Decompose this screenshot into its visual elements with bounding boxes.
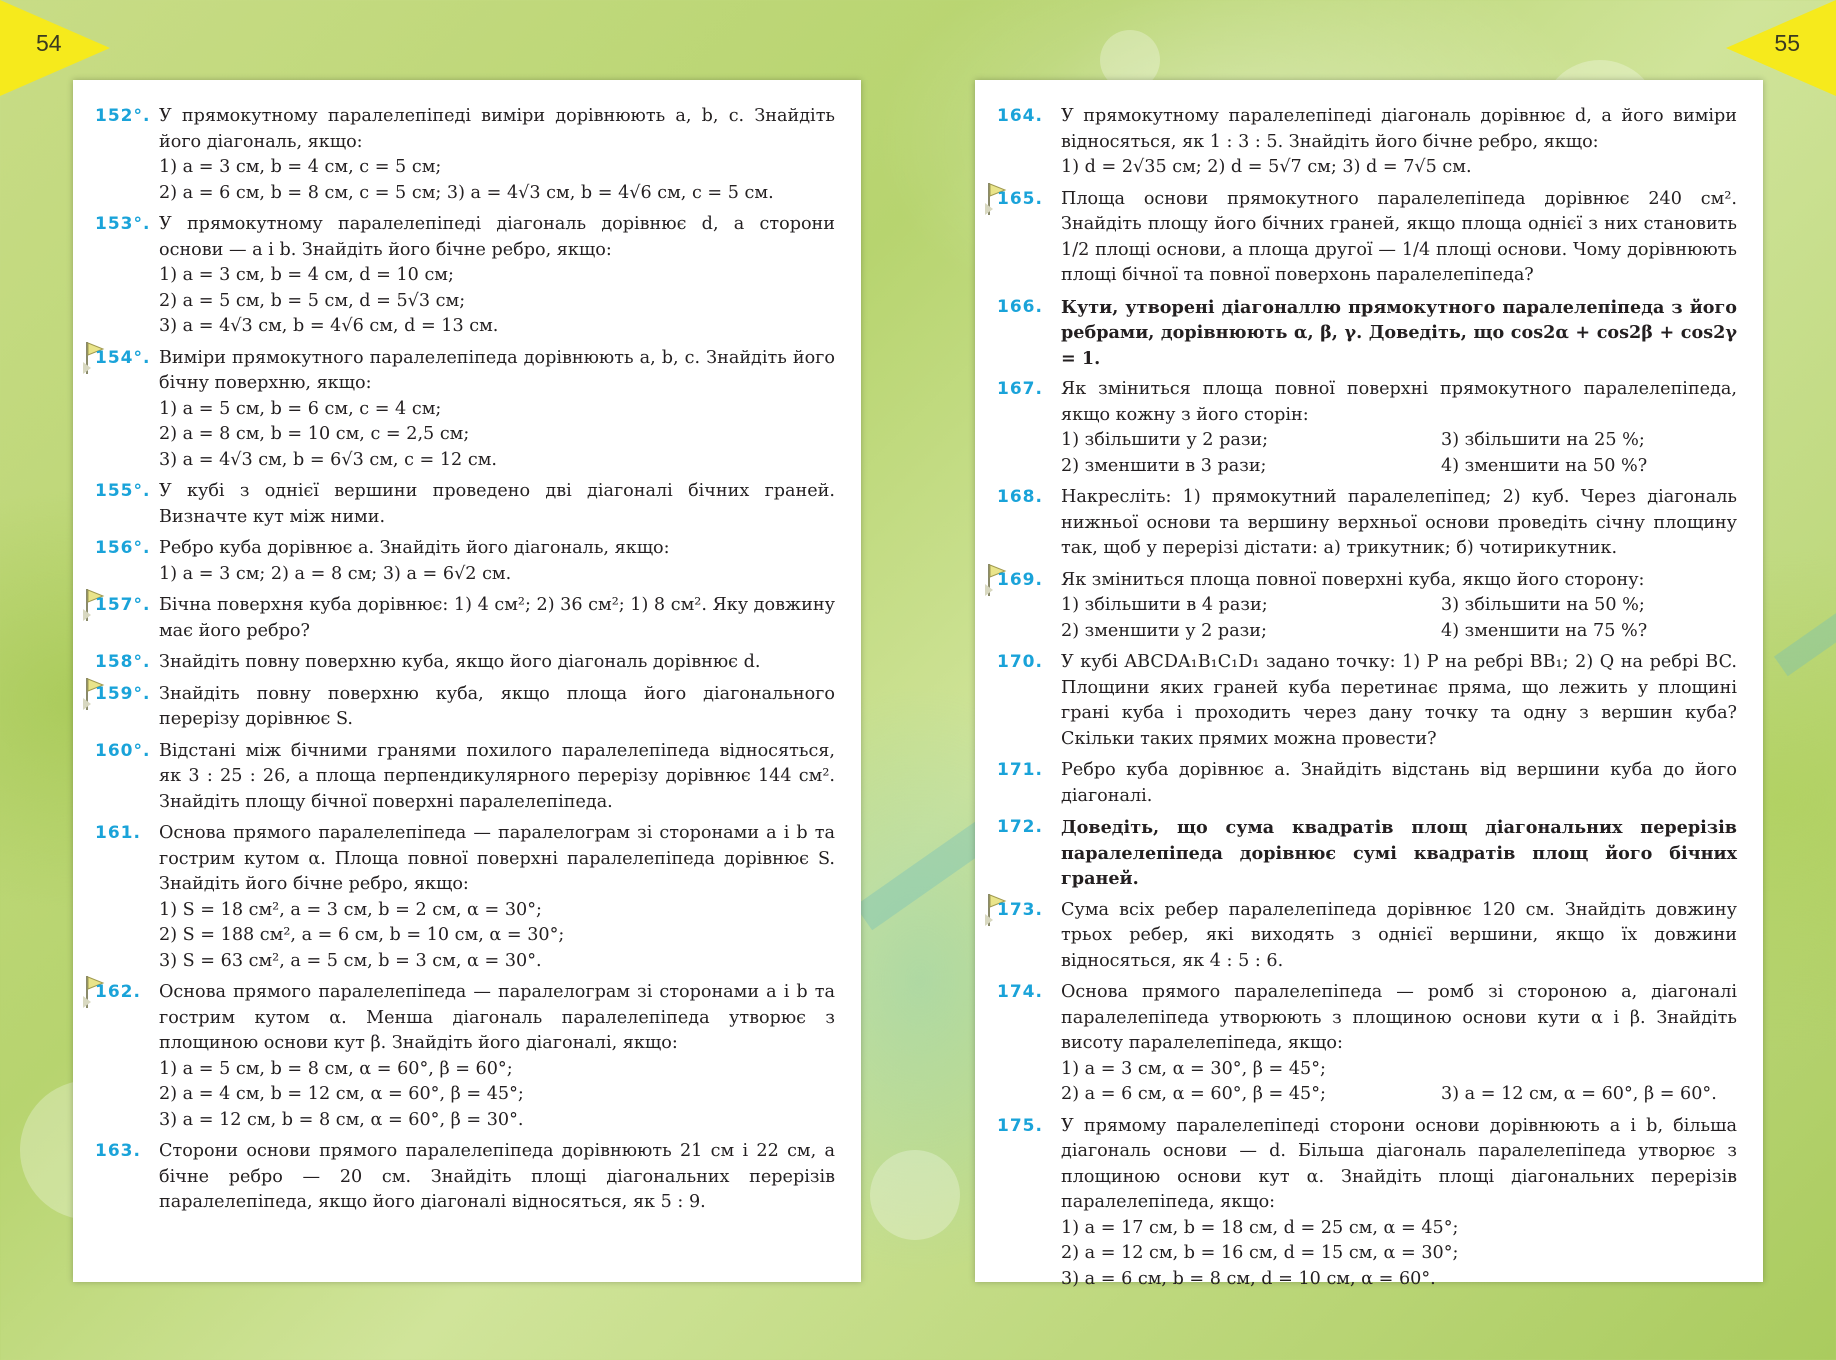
problem-option: 2) a = 6 см, α = 60°, β = 45°; [1061,1084,1326,1104]
problem-item [95,821,835,974]
problem-number: 174. [997,982,1043,1002]
problem-item [95,1139,835,1216]
problem-text-line: Знайдіть повну поверхню куба, якщо його діагональ дорівнює d. [159,652,761,672]
problem-number: 165. [997,188,1043,209]
problem-text-line: Доведіть, що сума квадратів площ діагональних перерізів паралелепіпеда дорівнює сумі квадратів площ його бічних граней. [1061,817,1737,889]
problem-option: 3) збільшити на 25 %; [1441,430,1645,450]
problem-number: 168. [997,487,1043,507]
problem-item [997,650,1737,752]
problem-text-line: 3) a = 6 см, b = 8 см, d = 10 см, α = 60°. [1061,1268,1436,1289]
problem-text-line: Основа прямого паралелепіпеда — ромб зі стороною a, діагоналі паралелепіпеда утворюють з площиною основи кути α і β. Знайдіть висоту паралелепіпеда, якщо: [1061,982,1737,1053]
problem-option: 3) збільшити на 50 %; [1441,595,1645,615]
problem-item [997,1114,1737,1293]
problem-text-line: 3) a = 4√3 см, b = 6√3 см, c = 12 см. [159,449,497,470]
problem-options-row [1061,1082,1737,1108]
problem-number: 171. [997,760,1043,780]
problem-number: 164. [997,106,1043,126]
problem-item [997,898,1737,975]
problem-text-line: 1) a = 3 см, b = 4 см, c = 5 см; [159,157,442,177]
page-left [73,80,861,1282]
problem-text-line: Кути, утворені діагоналлю прямокутного паралелепіпеда з його ребрами, дорівнюють α, β, γ. Доведіть, що cos2α + cos2β + cos2γ = 1. [1061,296,1737,369]
problem-option: 4) зменшити на 75 %? [1441,620,1648,641]
problem-text-line: У прямокутному паралелепіпеді виміри дорівнюють a, b, c. Знайдіть його діагональ, якщо: [159,106,835,152]
problem-text-line: 1) a = 5 см, b = 8 см, α = 60°, β = 60°; [159,1058,513,1079]
background-dot [870,1150,960,1240]
problem-list-right [997,104,1737,1298]
problem-number: 162. [95,982,141,1002]
problem-text-line: 1) a = 5 см, b = 6 см, c = 4 см; [159,398,442,419]
page-number-right: 55 [1774,30,1800,56]
problem-item [95,980,835,1133]
problem-option: 2) зменшити у 2 рази; [1061,620,1267,641]
page-number-left: 54 [36,30,62,56]
problem-text-line: 2) S = 188 см², a = 6 см, b = 10 см, α = 30°; [159,925,565,945]
problem-text-line: Накресліть: 1) прямокутний паралелепіпед; 2) куб. Через діагональ нижньої основи та вершину верхньої основи проведіть січну площину так, щоб у перерізі дістати: а) трикутник; б) чотирикутник. [1061,487,1737,558]
problem-number: 161. [95,823,141,843]
problem-text-line: Відстані між бічними гранями похилого паралелепіпеда відносяться, як 3 : 25 : 26, а площа перпендикулярного перерізу дорівнює 144 см². Знайдіть площу бічної поверхні паралелепіпеда. [159,740,835,812]
problem-text-line: 1) a = 17 см, b = 18 см, d = 25 см, α = 45°; [1061,1217,1459,1238]
problem-text-line: Бічна поверхня куба дорівнює: 1) 4 см²; 2) 36 см²; 1) 8 см². Яку довжину має його ребро? [159,595,835,641]
problem-text-line: 1) S = 18 см², a = 3 см, b = 2 см, α = 30°; [159,899,542,920]
problem-number: 163. [95,1141,141,1161]
problem-number: 175. [997,1115,1043,1136]
problem-item [95,479,835,530]
problem-item [95,650,835,676]
problem-options-row [1061,619,1737,645]
problem-number: 153°. [95,214,151,234]
problem-item [997,815,1737,892]
problem-text-line: Сторони основи прямого паралелепіпеда дорівнюють 21 см і 22 см, а бічне ребро — 20 см. Знайдіть площі діагональних перерізів паралелепіпеда, якщо його діагоналі відносяться, як 5 : 9. [159,1141,835,1212]
problem-item [95,346,835,474]
problem-number: 167. [997,379,1043,399]
problem-item [997,980,1737,1108]
problem-number: 166. [997,296,1043,317]
problem-number: 160°. [95,740,151,761]
problem-item [997,377,1737,479]
problem-option: 2) зменшити в 3 рази; [1061,455,1267,476]
problem-list-left [95,104,835,1222]
problem-item [95,536,835,587]
problem-number: 152°. [95,106,151,126]
problem-text-line: 2) a = 5 см, b = 5 см, d = 5√3 см; [159,290,466,311]
problem-text-line: 3) a = 4√3 см, b = 4√6 см, d = 13 см. [159,316,499,336]
problem-text-line: Ребро куба дорівнює a. Знайдіть його діагональ, якщо: [159,538,670,558]
problem-item [997,485,1737,562]
problem-item [95,739,835,816]
problem-item [997,295,1737,372]
problem-text-line: 1) a = 3 см, α = 30°, β = 45°; [1061,1058,1326,1079]
problem-number: 157°. [95,595,151,615]
problem-text-line: 2) a = 6 см, b = 8 см, c = 5 см; 3) a = 4√3 см, b = 4√6 см, c = 5 см. [159,182,774,203]
problem-option: 4) зменшити на 50 %? [1441,455,1648,476]
problem-text-line: 1) d = 2√35 см; 2) d = 5√7 см; 3) d = 7√5 см. [1061,157,1472,177]
problem-option: 1) збільшити у 2 рази; [1061,430,1269,450]
problem-number: 159°. [95,683,151,704]
problem-text-line: Основа прямого паралелепіпеда — паралелограм зі сторонами a і b та гострим кутом α. Менша діагональ паралелепіпеда утворює з площиною основи кут β. Знайдіть його діагоналі, якщо: [159,982,835,1053]
problem-item [997,187,1737,289]
problem-option: 1) збільшити в 4 рази; [1061,595,1268,615]
problem-text-line: У прямокутному паралелепіпеді діагональ дорівнює d, а сторони основи — a і b. Знайдіть його бічне ребро, якщо: [159,214,835,260]
problem-number: 172. [997,817,1043,837]
problem-number: 158°. [95,652,151,672]
problem-text-line: Ребро куба дорівнює a. Знайдіть відстань від вершини куба до його діагоналі. [1061,760,1737,806]
problem-item [997,104,1737,181]
problem-number: 173. [997,899,1043,920]
page-right [975,80,1763,1289]
problem-number: 155°. [95,481,151,501]
problem-text-line: У прямокутному паралелепіпеді діагональ дорівнює d, а його виміри відносяться, як 1 : 3 : 5. Знайдіть його бічне ребро, якщо: [1061,106,1737,152]
problem-text-line: 1) a = 3 см; 2) a = 8 см; 3) a = 6√2 см. [159,563,512,584]
problem-text-line: 3) S = 63 см², a = 5 см, b = 3 см, α = 30°. [159,950,542,971]
problem-item [95,682,835,733]
background-stripe [1774,588,1836,676]
problem-text-line: 2) a = 12 см, b = 16 см, d = 15 см, α = 30°; [1061,1243,1459,1263]
problem-number: 156°. [95,538,151,558]
problem-text-line: 2) a = 8 см, b = 10 см, c = 2,5 см; [159,424,470,444]
problem-text-line: У кубі ABCDA₁B₁C₁D₁ задано точку: 1) P на ребрі BB₁; 2) Q на ребрі BC. Площини яких граней куба перетинає пряма, що лежить у площині грані куба і проходить через дану точку та одну з вершин куба? Скільки таких прямих можна провести? [1061,652,1737,749]
problem-item [997,758,1737,809]
problem-item [95,104,835,206]
problem-options-row [1061,593,1737,619]
problem-text-line: Як зміниться площа повної поверхні куба, якщо його сторону: [1061,569,1645,590]
problem-text-line: Виміри прямокутного паралелепіпеда дорівнюють a, b, c. Знайдіть його бічну поверхню, якщо: [159,347,835,393]
problem-number: 154°. [95,347,151,368]
problem-text-line: Знайдіть повну поверхню куба, якщо площа його діагонального перерізу дорівнює S. [159,683,835,729]
problem-number: 170. [997,652,1043,672]
problem-text-line: 3) a = 12 см, b = 8 см, α = 60°, β = 30°. [159,1109,524,1130]
problem-text-line: У кубі з однієї вершини проведено дві діагоналі бічних граней. Визначте кут між ними. [159,481,835,527]
problem-option: 3) a = 12 см, α = 60°, β = 60°. [1441,1084,1717,1104]
problem-item [997,568,1737,645]
problem-text-line: Як зміниться площа повної поверхні прямокутного паралелепіпеда, якщо кожну з його сторін: [1061,379,1737,425]
problem-text-line: Сума всіх ребер паралелепіпеда дорівнює 120 см. Знайдіть довжину трьох ребер, які виходять з однієї вершини, якщо їх довжини відносяться, як 4 : 5 : 6. [1061,899,1737,971]
problem-text-line: 1) a = 3 см, b = 4 см, d = 10 см; [159,265,454,285]
problem-item [95,212,835,340]
problem-text-line: У прямому паралелепіпеді сторони основи дорівнюють a і b, більша діагональ основи — d. Більша діагональ паралелепіпеда утворює з площиною основи кут α. Знайдіть площі діагональних перерізів паралелепіпеда, якщо: [1061,1115,1737,1212]
problem-number: 169. [997,569,1043,590]
problem-text-line: 2) a = 4 см, b = 12 см, α = 60°, β = 45°; [159,1084,524,1104]
problem-options-row [1061,428,1737,454]
problem-text-line: Основа прямого паралелепіпеда — паралелограм зі сторонами a і b та гострим кутом α. Площа повної поверхні паралелепіпеда дорівнює S. Знайдіть його бічне ребро, якщо: [159,823,835,894]
problem-options-row [1061,454,1737,480]
problem-text-line: Площа основи прямокутного паралелепіпеда дорівнює 240 см². Знайдіть площу його бічних граней, якщо площа однієї з них становить 1/2 площі основи, а площа другої — 1/4 площі основи. Чому дорівнюють площі бічної та повної поверхонь паралелепіпеда? [1061,188,1737,285]
problem-item [95,593,835,644]
